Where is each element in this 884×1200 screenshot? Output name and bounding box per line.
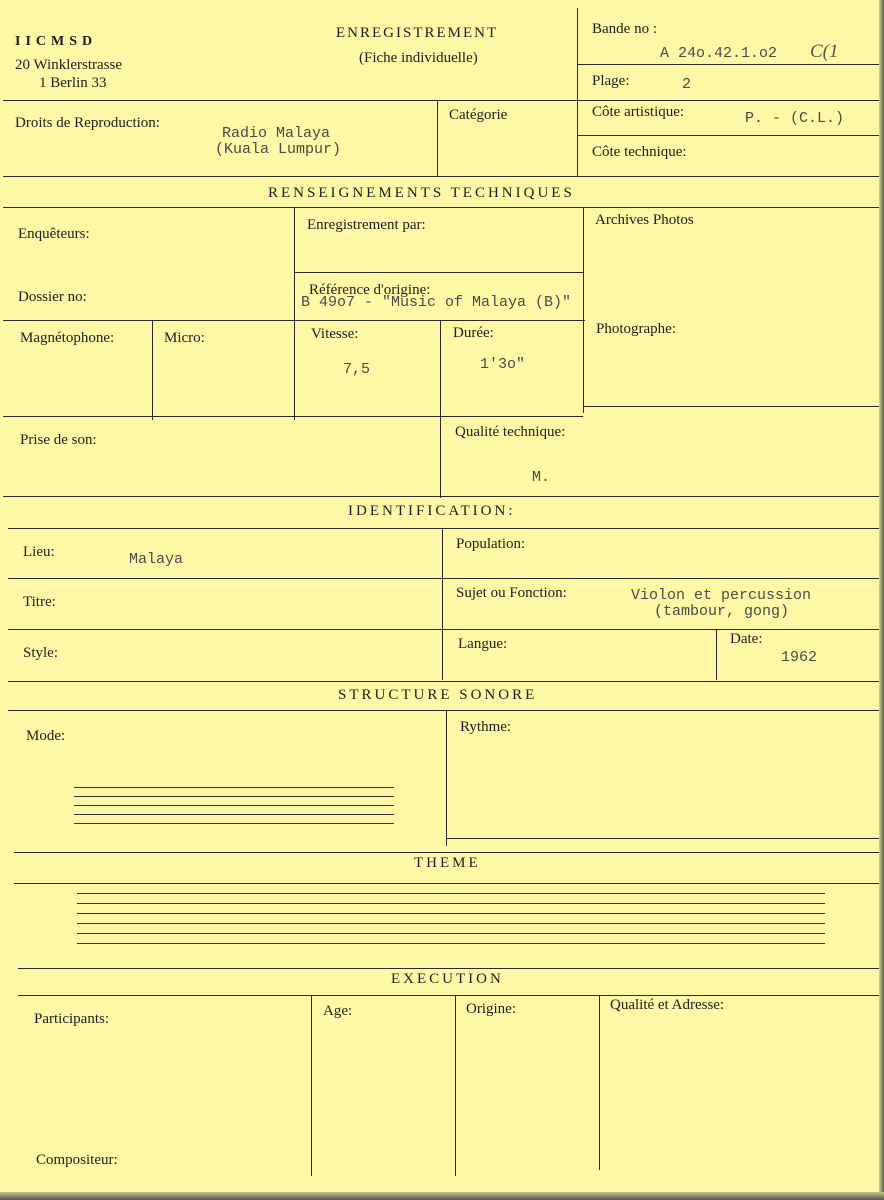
reference-value: B 49o7 - "Music of Malaya (B)" <box>301 294 572 311</box>
card-edge-shadow-right <box>879 0 884 1200</box>
vitesse-value: 7,5 <box>343 361 371 378</box>
sujet-label: Sujet ou Fonction: <box>456 585 567 601</box>
rule <box>583 207 584 413</box>
staff-line <box>77 923 825 924</box>
enregistrement-par-label: Enregistrement par: <box>307 217 426 233</box>
rule <box>440 320 441 498</box>
rule <box>455 995 456 1176</box>
photographe-label: Photographe: <box>596 321 676 337</box>
plage-label: Plage: <box>592 73 630 89</box>
staff-line <box>74 814 394 815</box>
age-label: Age: <box>323 1003 353 1019</box>
rule <box>8 681 879 682</box>
rule <box>311 995 312 1176</box>
section-title-technique: RENSEIGNEMENTS TECHNIQUES <box>268 185 575 201</box>
droits-value-line-1: Radio Malaya <box>222 125 331 142</box>
rule <box>8 528 879 529</box>
rule <box>3 207 879 208</box>
langue-label: Langue: <box>458 636 508 652</box>
rule <box>18 995 879 996</box>
rule <box>8 578 879 579</box>
droits-label: Droits de Reproduction: <box>15 115 160 131</box>
rule <box>3 176 879 177</box>
sujet-value-line-2: (tambour, gong) <box>654 603 790 620</box>
dossier-label: Dossier no: <box>18 289 87 305</box>
enqueteurs-label: Enquêteurs: <box>18 226 90 242</box>
staff-line <box>74 805 394 806</box>
archives-photos-label: Archives Photos <box>595 212 694 228</box>
qualite-technique-value: M. <box>532 469 551 486</box>
section-title-execution: EXECUTION <box>391 971 504 987</box>
staff-line <box>74 787 394 788</box>
rule <box>14 852 879 853</box>
rule <box>437 100 438 176</box>
page-title: ENREGISTREMENT <box>336 25 499 41</box>
qualite-technique-label: Qualité technique: <box>455 424 566 440</box>
rule <box>18 968 879 969</box>
droits-value-line-2: (Kuala Lumpur) <box>215 141 342 158</box>
vitesse-label: Vitesse: <box>311 326 359 342</box>
rule <box>577 8 578 100</box>
bande-value: A 24o.42.1.o2 <box>660 45 778 62</box>
magnetophone-label: Magnétophone: <box>20 330 115 346</box>
cote-technique-label: Côte technique: <box>592 144 687 160</box>
population-label: Population: <box>456 536 526 552</box>
lieu-label: Lieu: <box>23 544 55 560</box>
rule <box>3 496 879 497</box>
rule <box>716 629 717 680</box>
rule <box>3 100 879 101</box>
date-label: Date: <box>730 631 763 647</box>
style-label: Style: <box>23 645 59 661</box>
rule <box>294 272 583 273</box>
cote-artistique-label: Côte artistique: <box>592 104 685 120</box>
mode-label: Mode: <box>26 728 66 744</box>
rule <box>3 416 583 417</box>
rule <box>14 883 879 884</box>
date-value: 1962 <box>781 649 818 666</box>
prise-de-son-label: Prise de son: <box>20 432 97 448</box>
staff-line <box>77 913 825 914</box>
rule <box>577 135 879 136</box>
card-edge-shadow-bottom <box>0 1192 884 1200</box>
rule <box>577 100 578 176</box>
rythme-label: Rythme: <box>460 719 512 735</box>
titre-label: Titre: <box>23 594 56 610</box>
micro-label: Micro: <box>164 330 205 346</box>
rule <box>442 528 443 680</box>
staff-line <box>74 823 394 824</box>
participants-label: Participants: <box>34 1011 109 1027</box>
qualite-adresse-label: Qualité et Adresse: <box>610 997 725 1013</box>
address-line-1: 20 Winklerstrasse <box>15 57 123 73</box>
institute-logo: IICMSD <box>15 34 98 49</box>
rule <box>294 207 295 420</box>
section-title-structure: STRUCTURE SONORE <box>338 687 538 703</box>
plage-value: 2 <box>682 76 692 93</box>
bande-handwritten-note: C(1 <box>810 41 839 62</box>
sujet-value-line-1: Violon et percussion <box>631 587 812 604</box>
bande-label: Bande no : <box>592 21 657 37</box>
rule <box>446 838 879 839</box>
rule <box>599 995 600 1170</box>
rule <box>3 320 585 321</box>
rule <box>8 710 879 711</box>
lieu-value: Malaya <box>129 551 184 568</box>
compositeur-label: Compositeur: <box>36 1152 118 1168</box>
rule <box>577 64 879 65</box>
rule <box>446 710 447 846</box>
staff-line <box>74 796 394 797</box>
rule <box>583 406 879 407</box>
staff-line <box>77 933 825 934</box>
cote-artistique-value: P. - (C.L.) <box>745 110 845 127</box>
origine-label: Origine: <box>466 1001 516 1017</box>
staff-line <box>77 943 825 944</box>
section-title-identification: IDENTIFICATION: <box>348 503 516 519</box>
categorie-label: Catégorie <box>449 107 508 123</box>
staff-line <box>77 903 825 904</box>
reference-label: Référence d'origine: <box>309 282 431 298</box>
page-subtitle: (Fiche individuelle) <box>359 50 478 66</box>
staff-line <box>77 893 825 894</box>
rule <box>152 320 153 420</box>
duree-label: Durée: <box>453 325 494 341</box>
section-title-theme: THEME <box>414 855 481 871</box>
duree-value: 1'3o" <box>480 356 526 373</box>
address-line-2: 1 Berlin 33 <box>39 75 107 91</box>
